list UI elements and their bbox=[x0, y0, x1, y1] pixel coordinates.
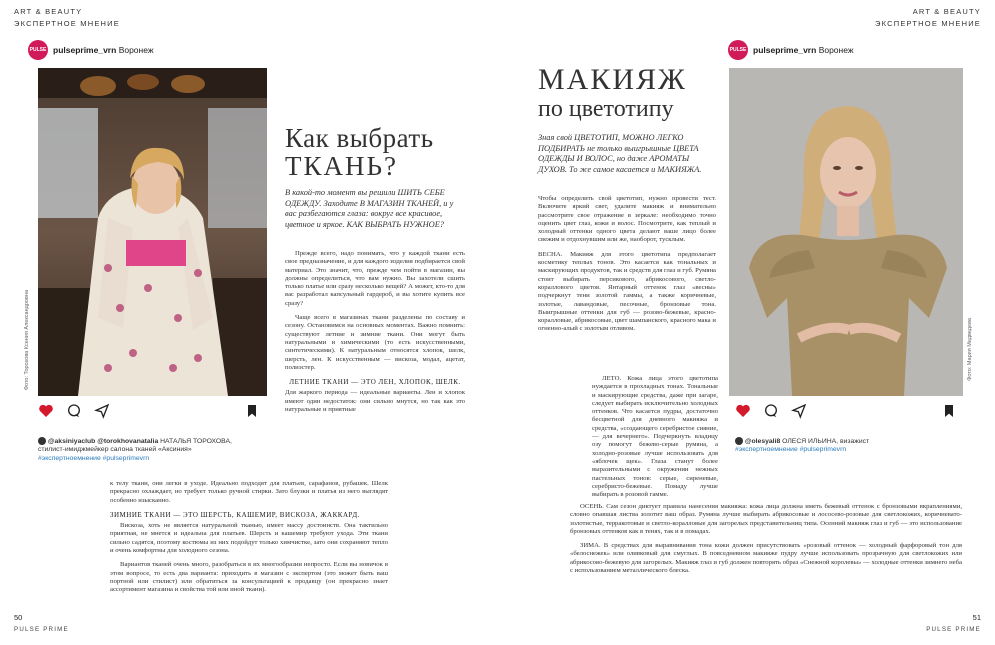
heart-icon[interactable] bbox=[735, 403, 751, 419]
portrait-photo bbox=[38, 68, 267, 396]
left-title: Как выбрать ТКАНЬ? bbox=[285, 123, 434, 181]
section-label-right: ART & BEAUTY bbox=[912, 7, 981, 16]
subsection-label-right: ЭКСПЕРТНОЕ МНЕНИЕ bbox=[875, 19, 981, 28]
caption-role: визажист bbox=[839, 437, 870, 445]
left-caption bbox=[38, 437, 278, 464]
subhead-summer: ЛЕТНИЕ ТКАНИ — ЭТО ЛЕН, ХЛОПОК, ШЕЛК. bbox=[289, 378, 461, 387]
left-column: Прежде всего, надо понимать, что у каждой ткани есть свое предназначение, и для каждого изделия подбирается свой материал. Это значит, что, прежде чем пойти в магазин, вы должны определиться, что вам нужно. Вы захотели сшить только платье или сразу несколько вещей? А может, кто-то для вас разработал капсульный гардероб, и вы хотите купить все сразу? Чаще всего в магазинах ткани разделены по составу и сезону. Остановимся на основных моментах. Важно помнить: существуют летние и зимние ткани. Они могут быть натуральными и химическими (то есть искусственными, синтетическими). К натуральным относятся хлопок, шелк, шерсть, лен. К искусственным — вискоза, модал, ацетат, полиэстер. ЛЕТНИЕ ТКАНИ — ЭТО ЛЕН, ХЛОПОК, ШЕЛК. Для жаркого периода — идеальные варианты. Лен и хлопок имеют один недостаток: они сильно мнутся, но так как это натуральные и приятные bbox=[285, 250, 465, 414]
right-title: МАКИЯЖ по цветотипу bbox=[538, 63, 687, 122]
heart-icon[interactable] bbox=[38, 403, 54, 419]
photo-credit-right: Фото: Мария Медведева bbox=[967, 318, 973, 381]
share-icon[interactable] bbox=[791, 403, 807, 419]
caption-name: НАТАЛЬЯ ТОРОХОВА, bbox=[160, 437, 232, 445]
share-icon[interactable] bbox=[94, 403, 110, 419]
left-bottom-text: к телу ткани, они легки в уходе. Идеально подходят для платьев, сарафанов, рубашек. Шелк прекрасно охлаждает, но требует только ручной стирки. Зато блузки и платья из него выглядят особенно изысканно. ЗИМНИЕ ТКАНИ — ЭТО ШЕРСТЬ, КАШЕМИР, ВИСКОЗА, ЖАККАРД. Вискоза, хоть не является натуральной тканью, имеет массу достоинств. Она тактильно приятная, не мнется и идеальна для платьев. Шерсть и кашемир требуют ухода. Эти ткани сильно садятся, поэтому костюмы из них подойдут только химчистке, зато они сохраняют тепло и очень комфортны для холодного сезона. Вариантов тканей очень много, разобраться в их многообразии непросто. Если вы новичок в этом вопросе, то есть два варианта: приходить в магазин с экспертом (это может быть ваш портной или стилист) или обратиться за консультацией к продавцу (он прекрасно знает ассортимент магазина и свойства той или иной ткани). bbox=[110, 480, 388, 594]
photo-credit: Фото: Торохова Ксения Александровна bbox=[24, 290, 30, 391]
right-bottom-text: ОСЕНЬ. Сам сезон диктует правила нанесения макияжа: кожа лица должна иметь бежевый оттенок с бронзовыми вкраплениями, словно опавшая листва золотит ваш образ. Румяна лучше выбирать абрикосовые и лососево-розовые для светлокожих, коричневато-золотистые, терракотовые и светло-коралловые для загорелых представительниц типа. Осенний макияж глаз и губ — это использование бронзовых оттенков как в тенях, так и в помадах. ЗИМА. В средствах для выравнивания тона кожи должен присутствовать «розовый оттенок — холодный фарфоровый тон для «белоснежек» или оливковый для смуглых. В повседневном макияже пудру лучше использовать прозрачную для светлокожих или абрикосово-бежевую для загорелых. Макияж глаз и губ должен повторять образ «Снежной королевы» — холодные оттенки зимнего неба с использованием металлического блеска. bbox=[570, 503, 962, 575]
profile-handle: pulseprime_vrn Воронеж bbox=[53, 45, 154, 55]
right-column-2: ЛЕТО. Кожа лица этого цветотипа нуждается в прохладных тонах. Тональные и маскирующие средства, даже при загаре, следует выбирать исключительно холодных оттенков. Что касается пудры, достаточно бесцветной для дневного макияжа и средства, «создающего серебристое сияние, — для вечернего». Подчеркнуть владицу озу помогут бежево-серые румяна, а холодно-розовые лучше использовать для «яблочек щек». Глаза станут более выразительными с окружении нежных пастельных тонов: серые, сиреневые, серебристо-бежевые. Помаду лучше выбирать в розовой гамме. bbox=[592, 375, 718, 499]
left-lead: В какой-то момент вы решили ШИТЬ СЕБЕ ОДЕЖДУ. Заходите В МАГАЗИН ТКАНЕЙ, и у вас разбегаются глаза: вокруг все красивое, цветное и яркое. КАК ВЫБРАТЬ НУЖНОЕ? bbox=[285, 188, 454, 229]
page-number-right: 51 bbox=[972, 613, 981, 622]
avatar: PULSE bbox=[728, 40, 748, 60]
caption-tags[interactable]: #экспертноемнение #pulseprimevrn bbox=[735, 446, 847, 454]
profile-handle: pulseprime_vrn Воронеж bbox=[753, 45, 854, 55]
caption-handle[interactable]: @olesyali8 bbox=[744, 437, 781, 445]
footer-brand-left: PULSE PRIME bbox=[14, 626, 69, 633]
comment-icon[interactable] bbox=[763, 403, 779, 419]
post-actions bbox=[38, 403, 267, 421]
caption-role: стилист-имиджмейкер салона тканей «Аксиния» bbox=[38, 446, 192, 454]
caption-tags[interactable]: #экспертноемнение #pulseprimevrn bbox=[38, 454, 150, 462]
section-label: ART & BEAUTY bbox=[14, 7, 83, 16]
caption-avatar-icon bbox=[735, 437, 743, 445]
comment-icon[interactable] bbox=[66, 403, 82, 419]
avatar: PULSE bbox=[28, 40, 48, 60]
caption-handles[interactable]: @aksiniyaclub @torokhovanatalia bbox=[47, 437, 159, 445]
caption-avatar-icon bbox=[38, 437, 46, 445]
profile-header-right[interactable] bbox=[728, 40, 854, 60]
subsection-label: ЭКСПЕРТНОЕ МНЕНИЕ bbox=[14, 19, 120, 28]
right-column: Чтобы определить свой цветотип, нужно провести тест. Включите яркий свет, удалите макияж и внимательно рассмотрите свое отражение в зеркале: необходимо точно оценить цвет глаз, кожи и волос. Посмотрите, как теплый и холодный оттенки одного цвета делают ваше лицо более свежим и отдохнувшим или же, наоборот, тусклым. ВЕСНА. Макияж для этого цветотипа предполагает косметику теплых тонов. Это касается как тональных и маскирующих продуктов, так и средств для глаз и губ. Румяна стоит выбирать персикового, абрикосового, светло-кораллового цветов. Янтарный оттенок глаз «весны» подчеркнут тени золотой гаммы, а также коричневые, золотые, лавандовые, песочные, бронзовые тона. Выигрышные оттенки для губ — розово-бежевые, красно-коралловые, абрикосовые, цвет шампанского, красного мака и огненно-алый с золотым отливом. bbox=[538, 195, 716, 333]
right-caption bbox=[735, 437, 965, 455]
bookmark-icon[interactable] bbox=[941, 403, 957, 419]
footer-brand-right: PULSE PRIME bbox=[926, 626, 981, 633]
portrait-photo-right bbox=[729, 68, 963, 396]
post-actions-right bbox=[735, 403, 960, 421]
profile-header[interactable] bbox=[28, 40, 154, 60]
bookmark-icon[interactable] bbox=[244, 403, 260, 419]
right-lead: Зная свой ЦВЕТОТИП, МОЖНО ЛЕГКО ПОДБИРАТЬ не только выигрышные ЦВЕТА ОДЕЖДЫ И ВОЛОС, но даже АРОМАТЫ ДУХОВ. То же самое касается и МАКИЯЖА. bbox=[538, 133, 702, 174]
page-number-left: 50 bbox=[14, 613, 23, 622]
caption-name: ОЛЕСЯ ИЛЬИНА, bbox=[782, 437, 839, 445]
subhead-winter: ЗИМНИЕ ТКАНИ — ЭТО ШЕРСТЬ, КАШЕМИР, ВИСКОЗА, ЖАККАРД. bbox=[110, 510, 360, 519]
